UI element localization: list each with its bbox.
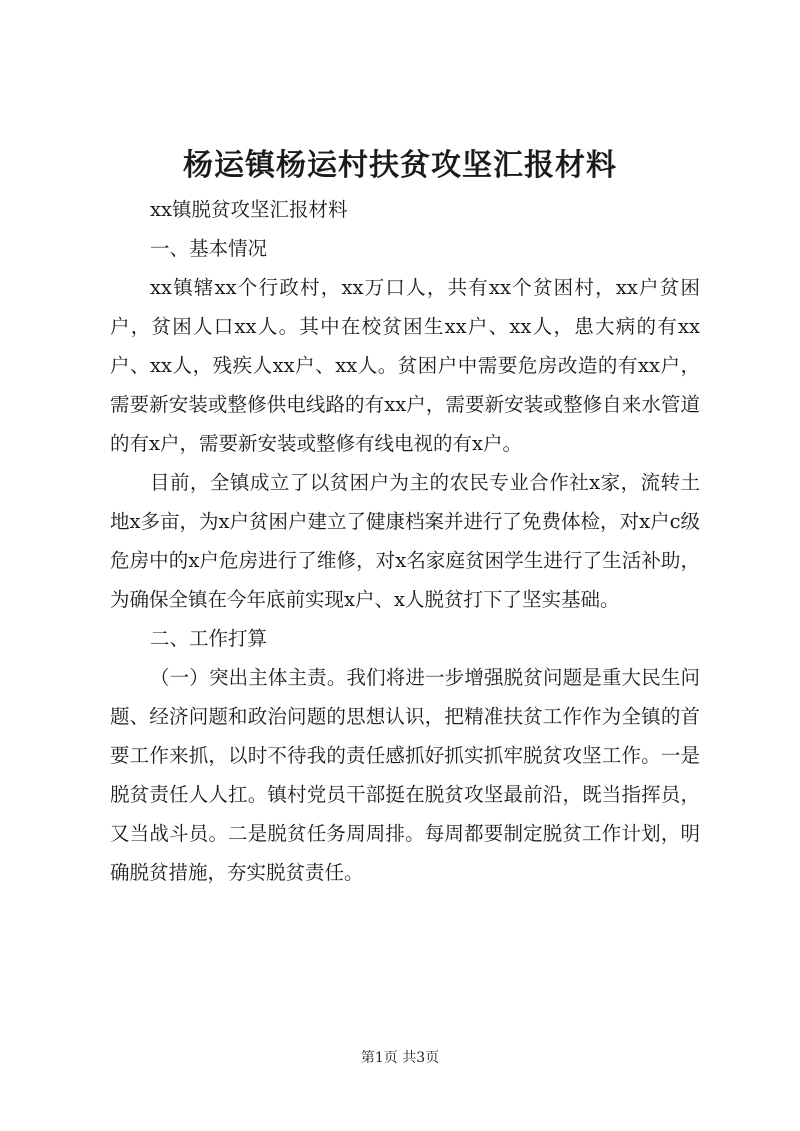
page-number-footer: 第1页 共3页	[360, 1050, 440, 1066]
section-heading-basic: 一、基本情况	[150, 237, 268, 260]
document-title: 杨运镇杨运村扶贫攻坚汇报材料	[183, 148, 617, 183]
subtitle-paragraph: xx镇脱贫攻坚汇报材料	[150, 198, 348, 221]
body-paragraph: （一）突出主体主责。我们将进一步增强脱贫问题是重大民生问题、经济问题和政治问题的思想认识，把精准扶贫工作作为全镇的首要工作来抓，以时不待我的责任感抓好抓实抓牢脱贫攻坚工作。一是脱贫责任人人扛。镇村党员干部挺在脱贫攻坚最前沿，既当指挥员，又当战斗员。二是脱贫任务周周排。每周都要制定脱贫工作计划，明确脱贫措施，夯实脱贫责任。	[110, 666, 700, 884]
body-paragraph: xx镇辖xx个行政村，xx万口人，共有xx个贫困村，xx户贫困户，贫困人口xx人。其中在校贫困生xx户、xx人，患大病的有xx户、xx人，残疾人xx户、xx人。贫困户中需要危房改造的有xx户，需要新安装或整修供电线路的有xx户，需要新安装或整修自来水管道的有x户，需要新安装或整修有线电视的有x户。	[110, 276, 700, 455]
document-body	[110, 190, 700, 892]
section-heading-plan: 二、工作打算	[150, 627, 268, 650]
body-paragraph: 目前，全镇成立了以贫困户为主的农民专业合作社x家，流转土地x多亩，为x户贫困户建立了健康档案并进行了免费体检，对x户c级危房中的x户危房进行了维修，对x名家庭贫困学生进行了生活补助，为确保全镇在今年底前实现x户、x人脱贫打下了坚实基础。	[110, 471, 700, 611]
